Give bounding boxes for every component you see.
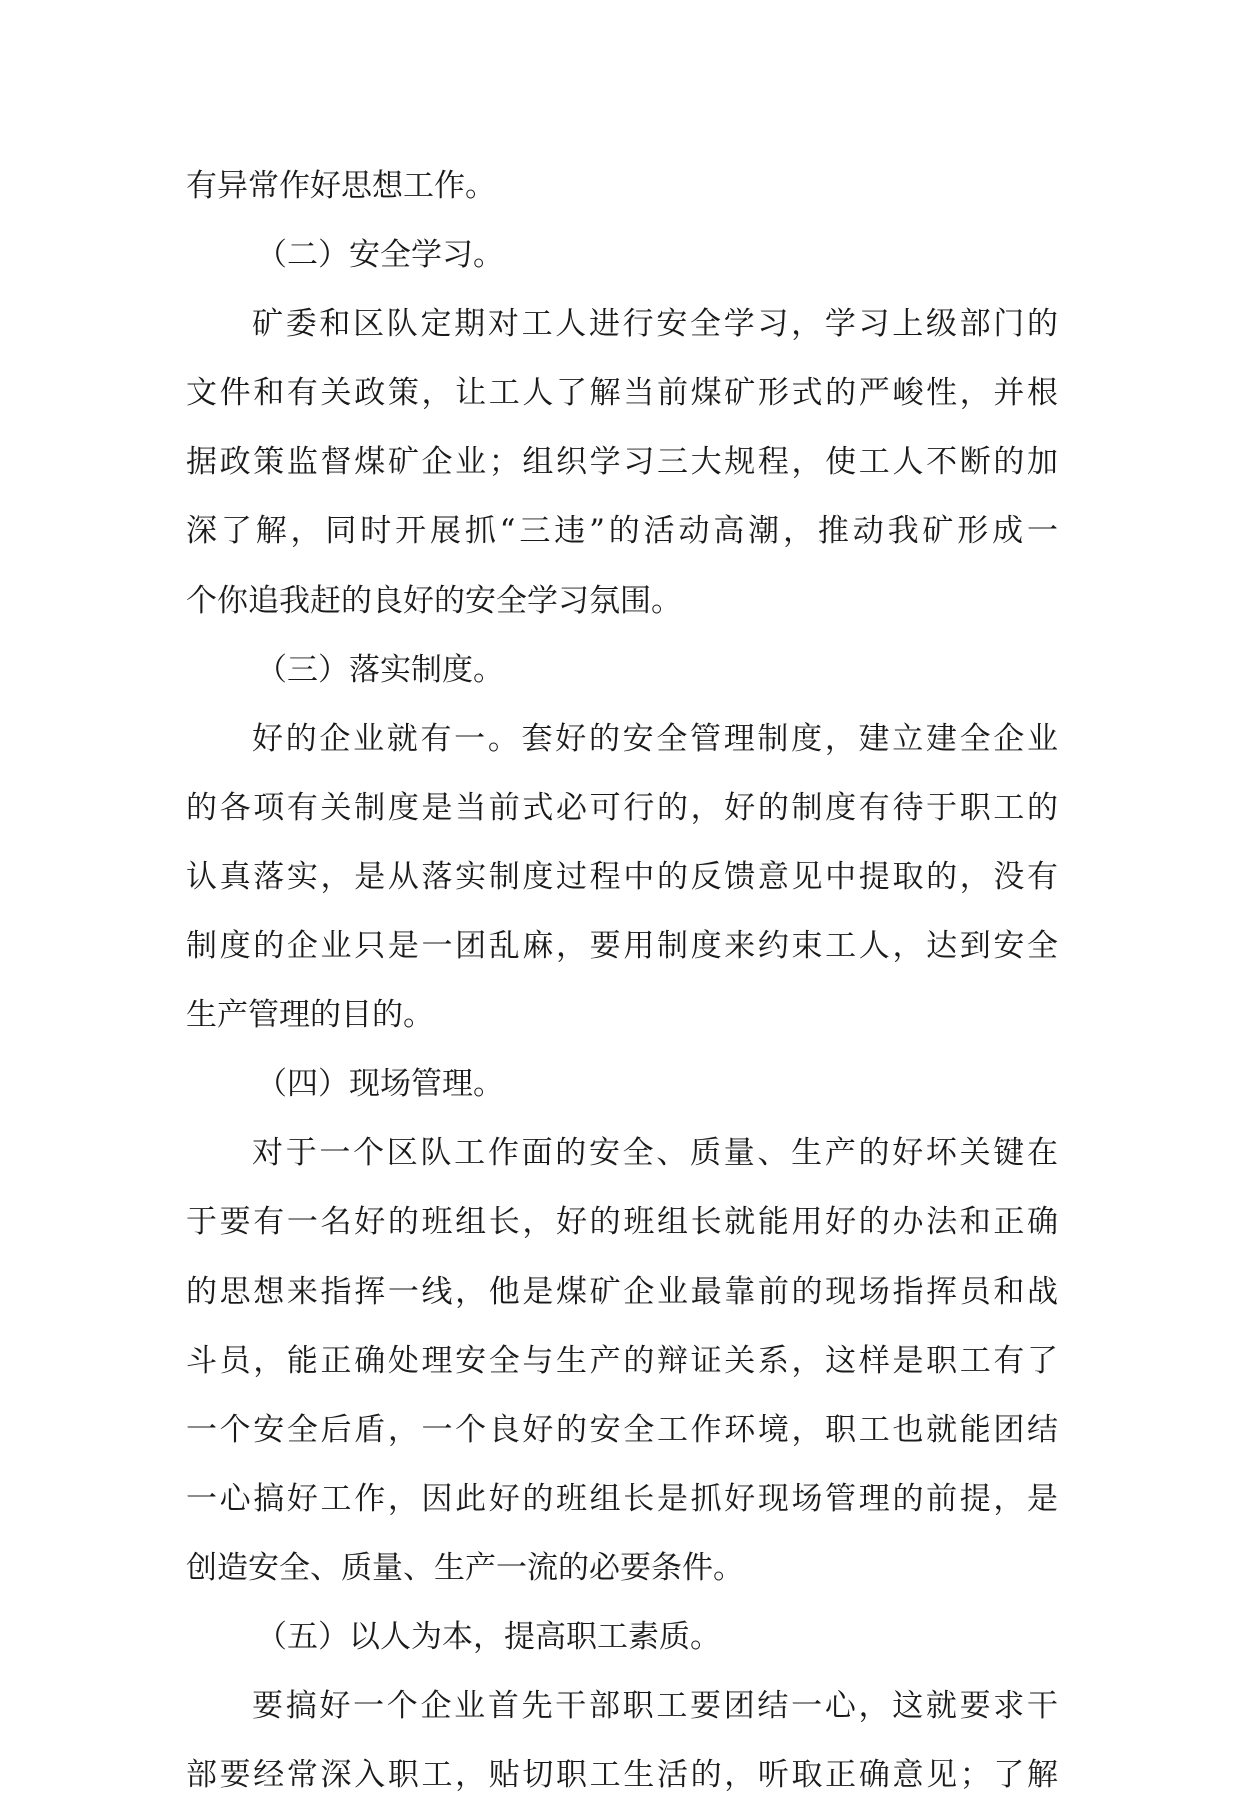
paragraph-line: 好的企业就有一。套好的安全管理制度，建立建全企业 <box>252 720 1058 757</box>
paragraph-line: 认真落实，是从落实制度过程中的反馈意见中提取的，没有 <box>186 858 1058 895</box>
paragraph-line: 要搞好一个企业首先干部职工要团结一心，这就要求干 <box>252 1688 1058 1725</box>
paragraph-line: 矿委和区队定期对工人进行安全学习，学习上级部门的 <box>252 306 1058 343</box>
paragraph-line: 文件和有关政策，让工人了解当前煤矿形式的严峻性，并根 <box>186 375 1058 412</box>
section-heading: （三）落实制度。 <box>256 651 504 688</box>
paragraph-line: 于要有一名好的班组长，好的班组长就能用好的办法和正确 <box>186 1204 1058 1241</box>
paragraph-line: 斗员，能正确处理安全与生产的辩证关系，这样是职工有了 <box>186 1342 1058 1379</box>
paragraph-line: 的各项有关制度是当前式必可行的，好的制度有待于职工的 <box>186 789 1058 826</box>
paragraph-line: 对于一个区队工作面的安全、质量、生产的好坏关键在 <box>252 1135 1058 1172</box>
section-heading: （四）现场管理。 <box>256 1066 504 1103</box>
section-heading: （二）安全学习。 <box>256 237 504 274</box>
paragraph-line: 制度的企业只是一团乱麻，要用制度来约束工人，达到安全 <box>186 928 1058 965</box>
paragraph-line: 生产管理的目的。 <box>186 997 434 1034</box>
section-heading: （五）以人为本，提高职工素质。 <box>256 1618 721 1655</box>
paragraph-line: 有异常作好思想工作。 <box>186 168 496 204</box>
paragraph-line: 的思想来指挥一线，他是煤矿企业最靠前的现场指挥员和战 <box>186 1273 1058 1310</box>
paragraph-line: 深了解，同时开展抓“三违”的活动高潮，推动我矿形成一 <box>186 513 1058 550</box>
paragraph-line: 个你追我赶的良好的安全学习氛围。 <box>186 582 682 619</box>
paragraph-line: 一心搞好工作，因此好的班组长是抓好现场管理的前提，是 <box>186 1480 1058 1517</box>
paragraph-line: 部要经常深入职工，贴切职工生活的，听取正确意见；了解 <box>186 1757 1058 1794</box>
paragraph-line: 创造安全、质量、生产一流的必要条件。 <box>186 1549 744 1586</box>
paragraph-line: 据政策监督煤矿企业；组织学习三大规程，使工人不断的加 <box>186 444 1058 481</box>
paragraph-line: 一个安全后盾，一个良好的安全工作环境，职工也就能团结 <box>186 1411 1058 1448</box>
body-text <box>186 152 1058 1810</box>
